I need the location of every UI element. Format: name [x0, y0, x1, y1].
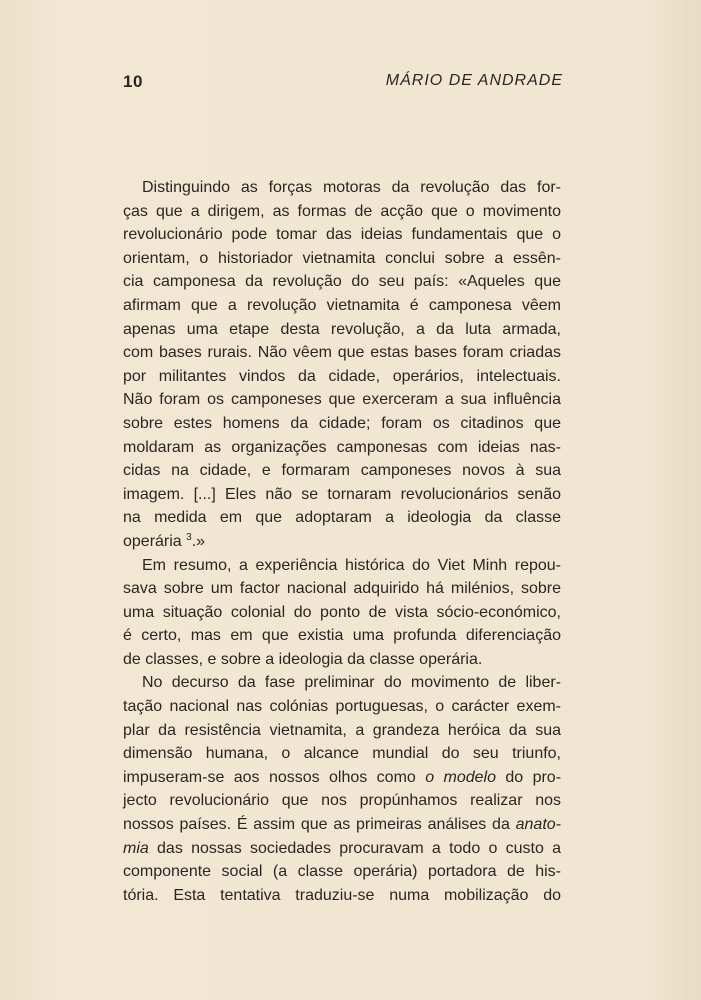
body-text: [123, 176, 561, 907]
text-fragment: operária: [123, 532, 187, 550]
paragraph-2: [123, 554, 561, 672]
italic-text: o modelo: [425, 768, 496, 786]
page-header: [123, 72, 563, 98]
text-line: moldaram as organizações camponesas com ideias nas-: [123, 438, 561, 456]
text-line: [123, 530, 561, 554]
text-fragment: das nossas sociedades procuravam a todo o custo a: [148, 839, 561, 857]
text-line: Não foram os camponeses que exerceram a sua influência: [123, 391, 561, 409]
text-fragment: impuseram-se aos nossos olhos como: [123, 768, 426, 786]
text-line: apenas uma etape desta revolução, a da luta armada,: [123, 320, 561, 338]
text-line: revolucionário pode tomar das ideias fundamentais que o: [123, 226, 561, 244]
text-line: tação nacional nas colónias portuguesas, o carácter exem-: [123, 698, 561, 716]
paragraph-1: [123, 176, 561, 554]
paragraph-3: [123, 671, 561, 907]
text-fragment: nossos países. É assim que as primeiras análises da: [123, 816, 516, 834]
footnote-reference: 3: [186, 531, 192, 543]
text-line: componente social (a classe operária) portadora de his-: [123, 863, 561, 881]
italic-text: anato-: [515, 816, 561, 834]
text-line: [123, 837, 561, 861]
text-line: cidas na cidade, e formaram camponeses novos à sua: [123, 462, 561, 480]
text-line: [123, 813, 561, 837]
text-line: na medida em que adoptaram a ideologia da classe: [123, 509, 561, 527]
text-line: [123, 766, 561, 790]
text-line: ças que a dirigem, as formas de acção que o movimento: [123, 202, 561, 220]
text-line: com bases rurais. Não vêem que estas bases foram criadas: [123, 344, 561, 362]
running-head-author: MÁRIO DE ANDRADE: [385, 72, 563, 89]
text-fragment: do pro-: [495, 768, 562, 786]
italic-text: mia: [123, 839, 149, 857]
text-line: Distinguindo as forças motoras da revolução das for-: [142, 179, 561, 196]
text-line: imagem. [...] Eles não se tornaram revolucionários senão: [123, 485, 561, 503]
text-line: por militantes vindos da cidade, operários, intelectuais.: [123, 367, 561, 385]
text-fragment: .»: [191, 532, 206, 550]
text-line: é certo, mas em que existia uma profunda diferenciação: [123, 627, 561, 645]
text-line: sobre estes homens da cidade; foram os citadinos que: [123, 414, 561, 432]
text-line: orientam, o historiador vietnamita conclui sobre a essên-: [123, 249, 561, 267]
text-line: afirmam que a revolução vietnamita é camponesa vêem: [123, 296, 561, 314]
text-line: sava sobre um factor nacional adquirido há milénios, sobre: [123, 580, 561, 598]
text-line: jecto revolucionário que nos propúnhamos realizar nos: [123, 792, 561, 810]
text-line: No decurso da fase preliminar do movimento de liber-: [142, 674, 561, 692]
text-line: dimensão humana, o alcance mundial do seu triunfo,: [123, 745, 561, 763]
text-line: tória. Esta tentativa traduziu-se numa mobilização do: [123, 886, 561, 904]
page-number: 10: [123, 72, 143, 91]
text-line: uma situação colonial do ponto de vista sócio-económico,: [123, 603, 561, 621]
text-line: de classes, e sobre a ideologia da classe operária.: [123, 650, 483, 668]
text-line: Em resumo, a experiência histórica do Viet Minh repou-: [142, 556, 561, 574]
text-line: plar da resistência vietnamita, a grandeza heróica da sua: [123, 721, 561, 739]
text-line: cia camponesa da revolução do seu país: «Aqueles que: [123, 273, 561, 291]
